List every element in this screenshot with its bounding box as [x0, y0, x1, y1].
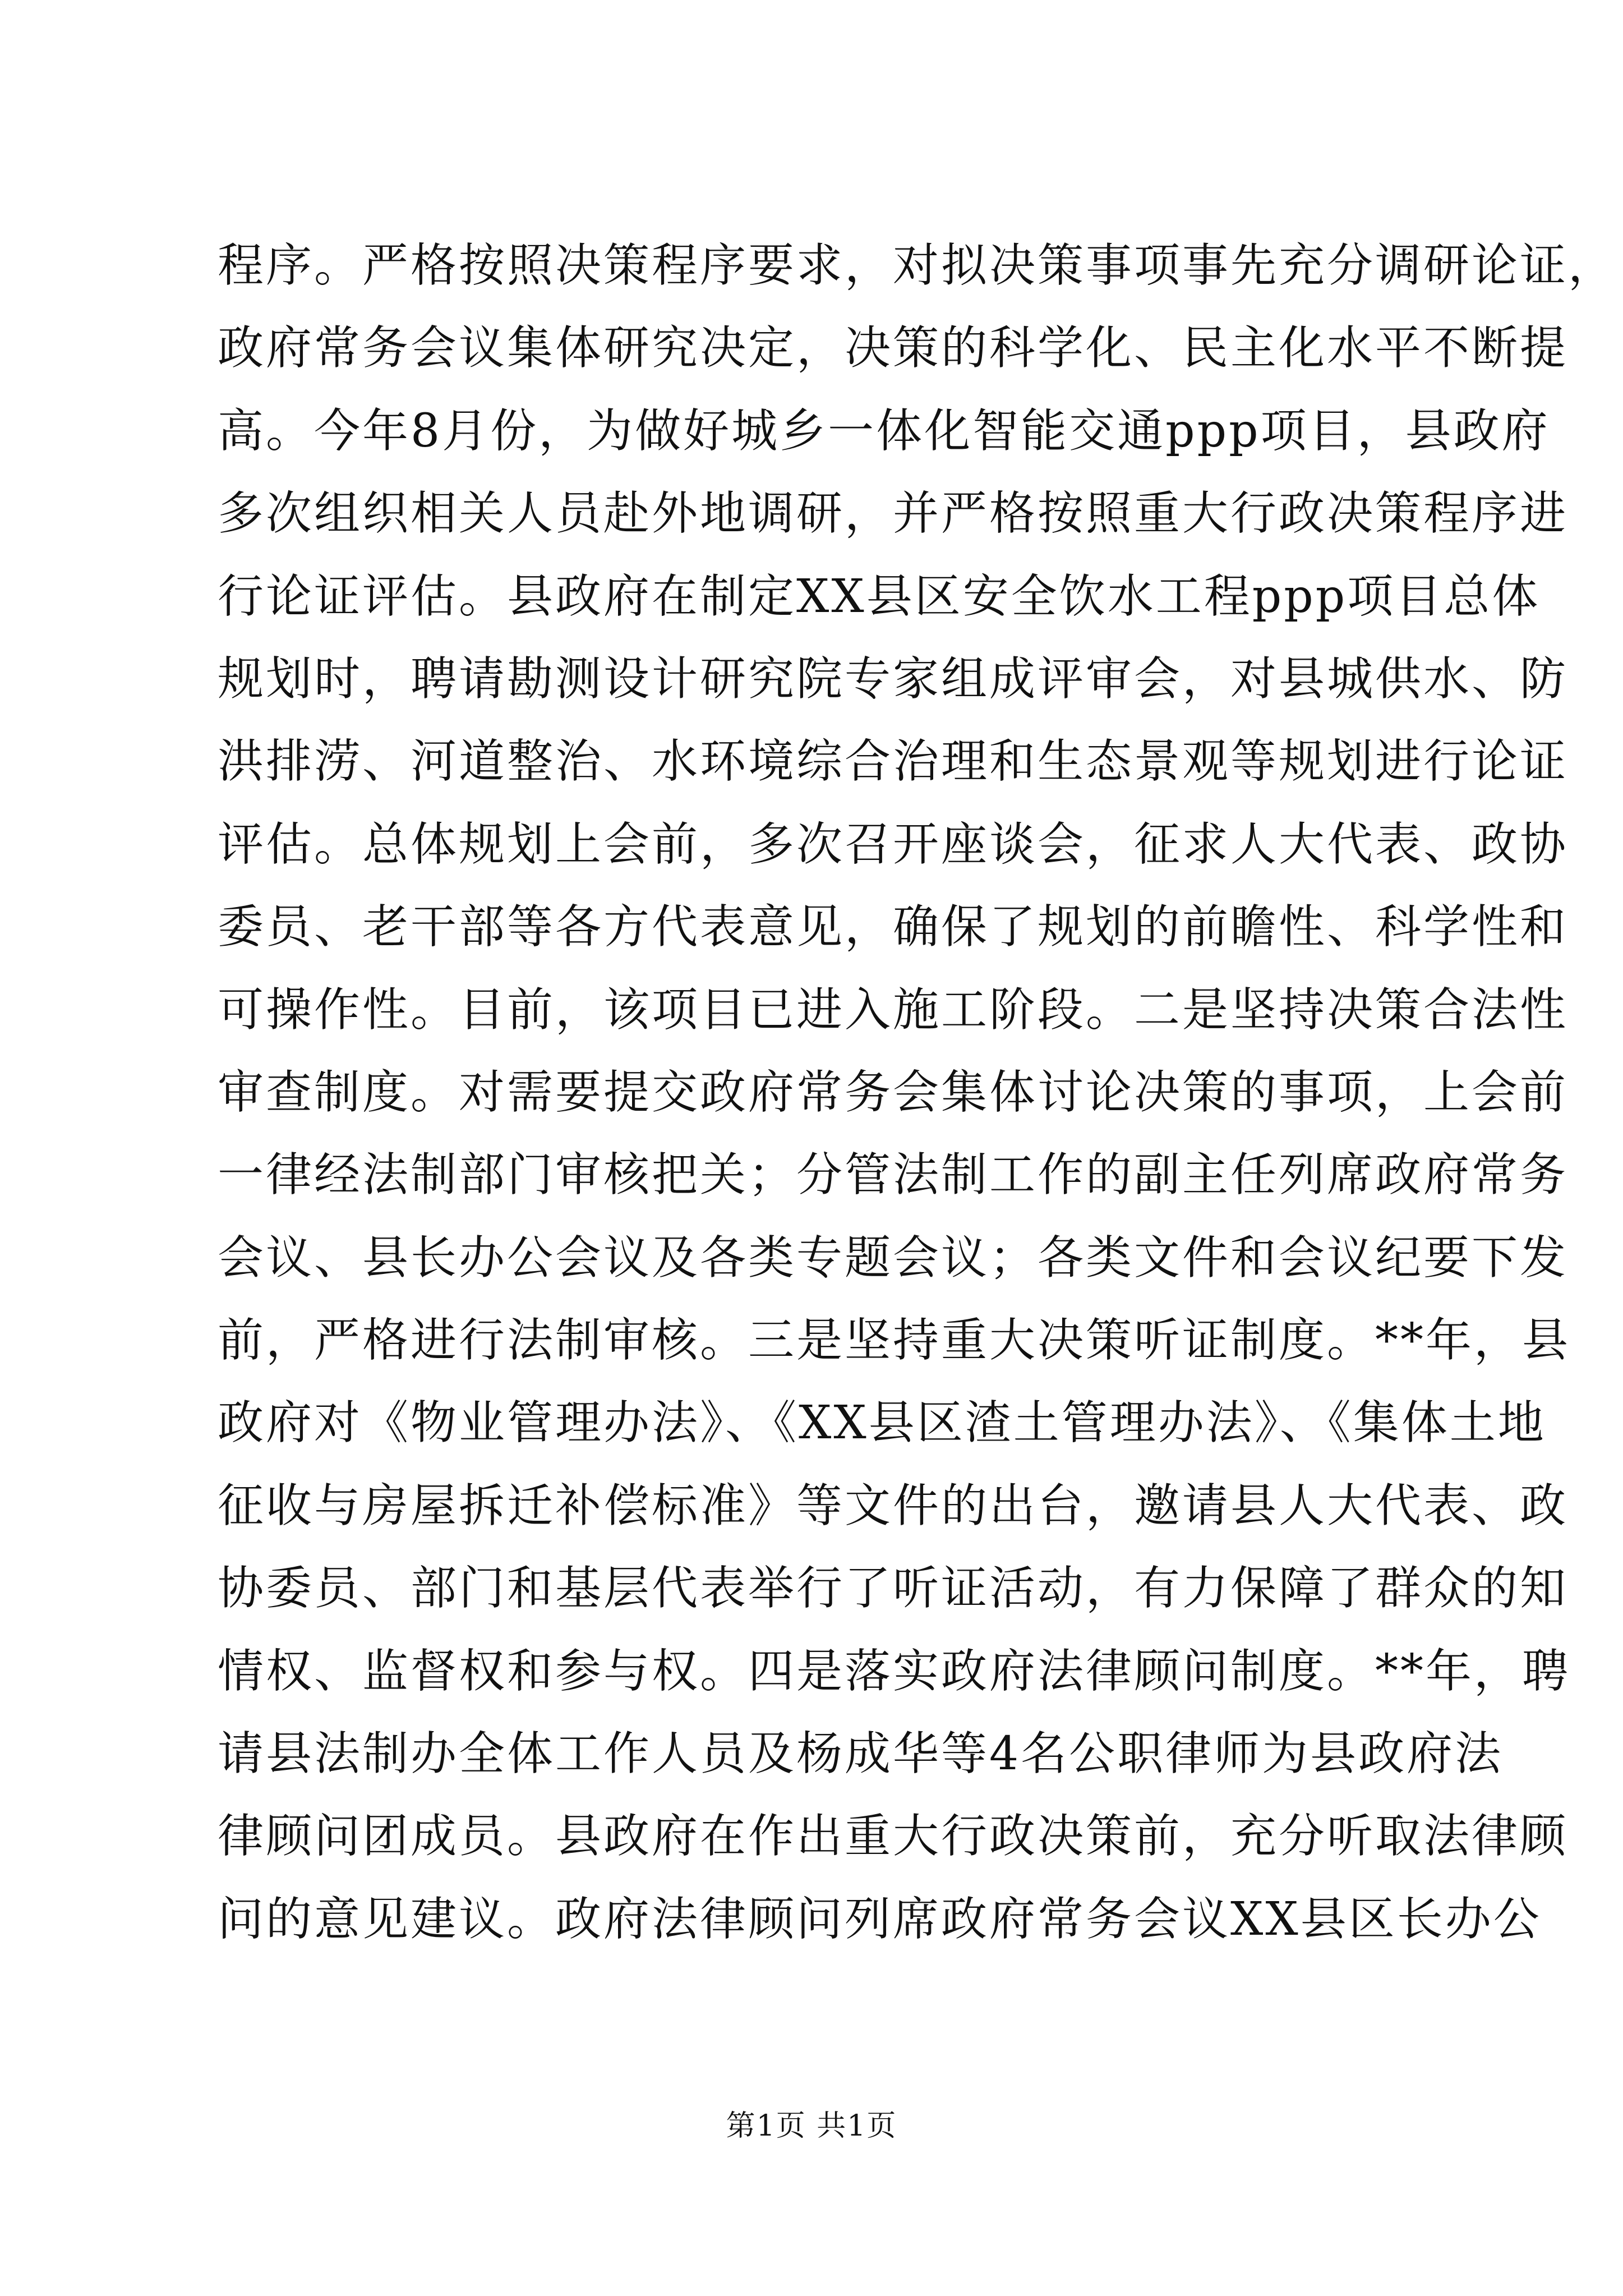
text-line: 政府对《物业管理办法》、《XX县区渣土管理办法》、《集体土地	[218, 1396, 1546, 1450]
text-line: 情权、监督权和参与权。四是落实政府法律顾问制度。**年，聘	[218, 1644, 1571, 1698]
text-line: 征收与房屋拆迁补偿标准》等文件的出台，邀请县人大代表、政	[218, 1479, 1569, 1533]
text-line: 评估。总体规划上会前，多次召开座谈会，征求人大代表、政协	[218, 817, 1569, 871]
text-line: 可操作性。目前，该项目已进入施工阶段。二是坚持决策合法性	[218, 983, 1569, 1037]
body-text	[218, 224, 1617, 1961]
text-line: 高。今年8月份，为做好城乡一体化智能交通ppp项目，县政府	[218, 404, 1550, 458]
text-line: 请县法制办全体工作人员及杨成华等4名公职律师为县政府法	[218, 1727, 1504, 1781]
text-line: 程序。严格按照决策程序要求，对拟决策事项事先充分调研论证，	[218, 239, 1617, 292]
text-line: 问的意见建议。政府法律顾问列席政府常务会议XX县区长办公	[218, 1892, 1542, 1946]
text-line: 多次组织相关人员赴外地调研，并严格按照重大行政决策程序进	[218, 487, 1569, 541]
text-line: 政府常务会议集体研究决定，决策的科学化、民主化水平不断提	[218, 321, 1569, 375]
text-line: 委员、老干部等各方代表意见，确保了规划的前瞻性、科学性和	[218, 900, 1569, 954]
page-number-label: 第1页 共1页	[726, 2109, 897, 2143]
text-line: 协委员、部门和基层代表举行了听证活动，有力保障了群众的知	[218, 1562, 1569, 1616]
text-line: 洪排涝、河道整治、水环境综合治理和生态景观等规划进行论证	[218, 735, 1569, 789]
text-line: 前，严格进行法制审核。三是坚持重大决策听证制度。**年，县	[218, 1314, 1571, 1368]
text-line: 律顾问团成员。县政府在作出重大行政决策前，充分听取法律顾	[218, 1810, 1569, 1864]
text-line: 规划时，聘请勘测设计研究院专家组成评审会，对县城供水、防	[218, 652, 1569, 706]
text-line: 会议、县长办公会议及各类专题会议；各类文件和会议纪要下发	[218, 1231, 1569, 1285]
text-line: 一律经法制部门审核把关；分管法制工作的副主任列席政府常务	[218, 1148, 1569, 1202]
text-line: 审查制度。对需要提交政府常务会集体讨论决策的事项，上会前	[218, 1065, 1569, 1119]
text-line: 行论证评估。县政府在制定XX县区安全饮水工程ppp项目总体	[218, 569, 1541, 623]
page-footer	[0, 2106, 1623, 2146]
